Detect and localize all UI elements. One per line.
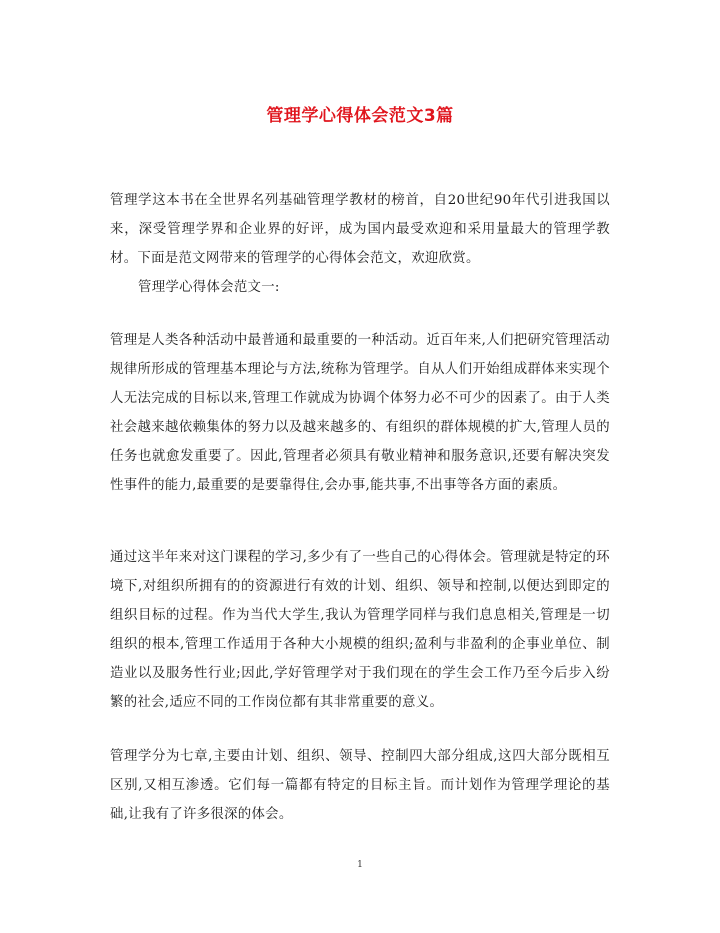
body-paragraph: 管理是人类各种活动中最普通和最重要的一种活动。近百年来,人们把研究管理活动规律所形成的管理基本理论与方法,统称为管理学。自从人们开始组成群体来实现个人无法完成的目标以来,管理工作就成为协调个体努力必不可少的因素了。由于人类社会越来越依赖集体的努力以及越来越多的、有组织的群体规模的扩大,管理人员的任务也就愈发重要了。因此,管理者必须具有敬业精神和服务意识,还要有解决突发性事件的能力,最重要的是要靠得住,会办事,能共事,不出事等各方面的素质。 (110, 333, 610, 493)
page-number: 1 (357, 860, 363, 870)
section-heading: 管理学心得体会范文一: (138, 280, 280, 295)
intro-paragraph: 管理学这本书在全世界名列基础管理学教材的榜首，自20世纪90年代引进我国以来，深受管理学界和企业界的好评，成为国内最受欢迎和采用量最大的管理学教材。下面是范文网带来的管理学的心得体会范文，欢迎欣赏。 (110, 193, 610, 266)
document-title: 管理学心得体会范文3篇 (266, 106, 454, 126)
body-paragraph: 通过这半年来对这门课程的学习,多少有了一些自己的心得体会。管理就是特定的环境下,对组织所拥有的的资源进行有效的计划、组织、领导和控制,以便达到即定的组织目标的过程。作为当代大学生,我认为管理学同样与我们息息相关,管理是一切组织的根本,管理工作适用于各种大小规模的组织;盈利与非盈利的企事业单位、制造业以及服务性行业;因此,学好管理学对于我们现在的学生会工作乃至今后步入纷繁的社会,适应不同的工作岗位都有其非常重要的意义。 (110, 550, 610, 710)
body-paragraph: 管理学分为七章,主要由计划、组织、领导、控制四大部分组成,这四大部分既相互区别,又相互渗透。它们每一篇都有特定的目标主旨。而计划作为管理学理论的基础,让我有了许多很深的体会。 (110, 749, 610, 822)
